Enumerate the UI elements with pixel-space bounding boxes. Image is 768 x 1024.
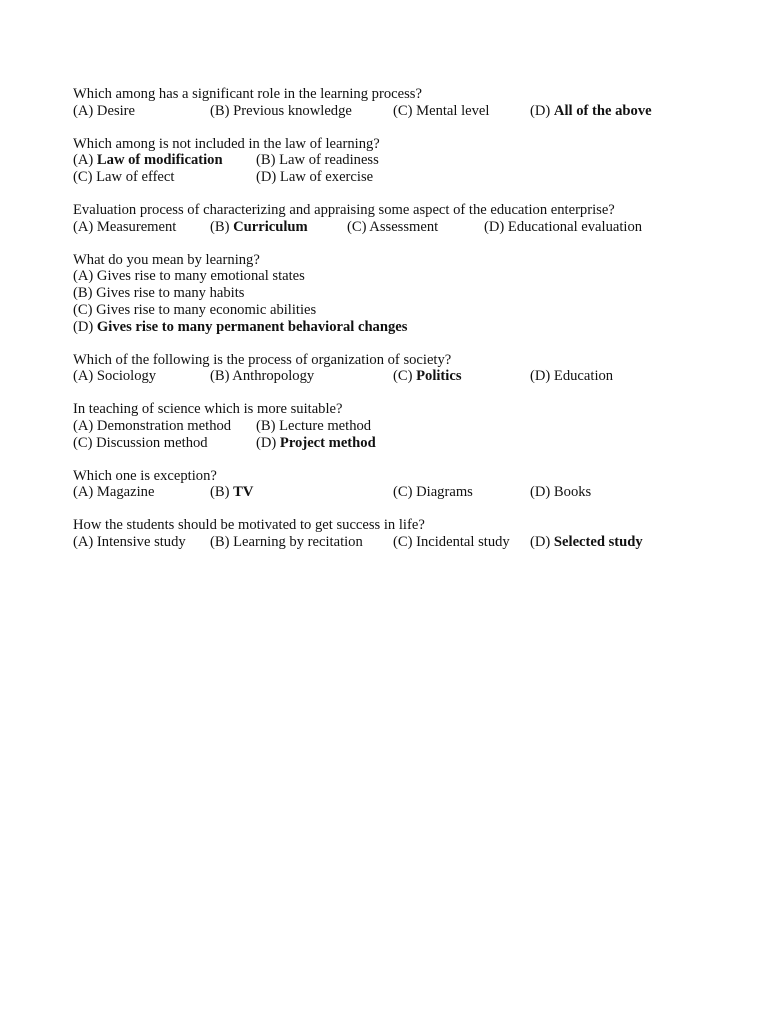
options-row (73, 418, 753, 435)
options-row (73, 368, 753, 385)
option-a: (A) Demonstration method (73, 417, 232, 434)
question-4 (73, 252, 753, 336)
option-a: (A) Magazine (73, 484, 155, 501)
option-c: (C) Law of effect (73, 169, 175, 186)
option-d-answer: (D) Gives rise to many permanent behavioral changes (73, 318, 408, 335)
option-a: (A) Gives rise to many emotional states (73, 268, 305, 285)
question-text: Which among has a significant role in the learning process? (73, 86, 422, 102)
option-c-answer: (C) Politics (393, 368, 462, 385)
option-d-answer: (D) All of the above (530, 102, 652, 119)
question-3 (73, 202, 753, 236)
option-a: (A) Desire (73, 102, 136, 119)
question-7 (73, 468, 753, 502)
option-b: (B) Lecture method (256, 417, 372, 434)
options-row (73, 219, 753, 236)
question-text: Which among is not included in the law of learning? (73, 135, 380, 152)
option-c: (C) Gives rise to many economic abilities (73, 301, 317, 318)
option-a-answer: (A) Law of modification (73, 152, 223, 169)
question-6 (73, 401, 753, 451)
question-sheet (73, 86, 753, 567)
option-d-answer: (D) Selected study (530, 533, 643, 550)
option-d: (D) Law of exercise (256, 169, 374, 186)
question-1 (73, 86, 753, 120)
option-b-answer: (B) Curriculum (210, 218, 308, 235)
question-2 (73, 136, 753, 186)
option-a: (A) Intensive study (73, 533, 186, 550)
option-c: (C) Assessment (347, 218, 439, 235)
option-d: (D) Education (530, 368, 614, 385)
options-row (73, 169, 753, 186)
question-8 (73, 517, 753, 551)
question-5 (73, 352, 753, 386)
question-text: Which one is exception? (73, 467, 217, 484)
option-c: (C) Incidental study (393, 533, 510, 550)
question-text: What do you mean by learning? (73, 251, 260, 268)
option-b: (B) Gives rise to many habits (73, 285, 245, 302)
option-a: (A) Measurement (73, 218, 177, 235)
options-row (73, 103, 753, 120)
options-row (73, 484, 753, 501)
option-d-answer: (D) Project method (256, 434, 376, 451)
option-c: (C) Discussion method (73, 434, 208, 451)
option-c: (C) Mental level (393, 102, 490, 119)
options-row (73, 435, 753, 452)
option-d: (D) Educational evaluation (484, 218, 643, 235)
question-text: In teaching of science which is more suitable? (73, 401, 343, 418)
options-row (73, 152, 753, 169)
option-c: (C) Diagrams (393, 484, 473, 501)
question-text: Evaluation process of characterizing and appraising some aspect of the education enterprise? (73, 201, 615, 218)
option-b: (B) Learning by recitation (210, 533, 363, 550)
option-b-answer: (B) TV (210, 484, 254, 501)
question-text: Which of the following is the process of organization of society? (73, 351, 452, 368)
option-b: (B) Anthropology (210, 368, 315, 385)
option-d: (D) Books (530, 484, 592, 501)
option-a: (A) Sociology (73, 368, 157, 385)
option-b: (B) Previous knowledge (210, 102, 352, 119)
options-row (73, 534, 753, 551)
question-text: How the students should be motivated to get success in life? (73, 517, 425, 534)
option-b: (B) Law of readiness (256, 152, 379, 169)
